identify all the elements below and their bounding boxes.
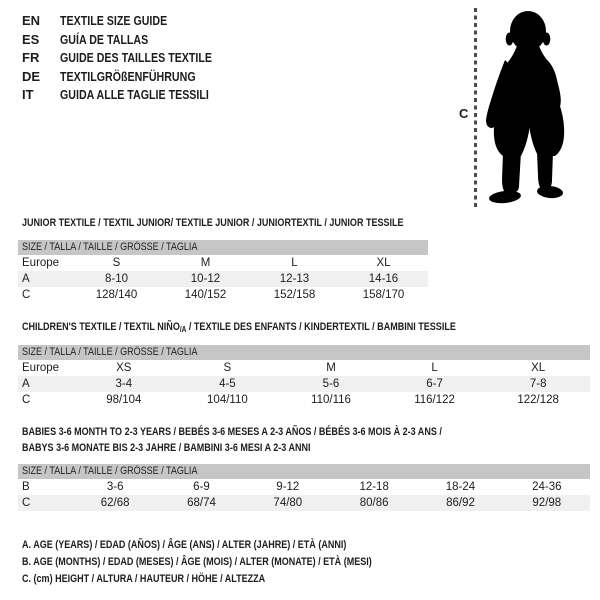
size-cell: S	[112, 257, 121, 269]
height-cell: 158/170	[362, 289, 405, 301]
language-row-de	[22, 68, 245, 87]
height-cell: 98/104	[106, 394, 142, 406]
row-label: A	[22, 273, 30, 285]
height-cell: 116/122	[414, 394, 455, 406]
children-table-title	[22, 320, 456, 337]
months-cell: 6-9	[193, 481, 210, 493]
age-cell: 5-6	[322, 378, 340, 390]
baby-silhouette-icon	[483, 8, 587, 208]
size-header-bar	[18, 464, 590, 479]
title-part: CHILDREN'S TEXTILE / TEXTIL NIÑO	[22, 321, 180, 333]
months-cell: 12-18	[359, 481, 389, 493]
junior-textile-section	[18, 216, 428, 304]
children-textile-section	[18, 320, 590, 408]
language-code: ES	[22, 31, 40, 47]
height-cell: 86/92	[446, 497, 475, 509]
size-cell: L	[431, 362, 438, 374]
height-cell: 62/68	[100, 497, 130, 509]
table-row-europe	[18, 255, 428, 271]
size-cell: XL	[376, 257, 391, 269]
note-height-cm	[22, 571, 449, 588]
junior-table-title: JUNIOR TEXTILE / TEXTIL JUNIOR/ TEXTILE JUNIOR / JUNIORTEXTIL / JUNIOR TESSILE	[22, 217, 404, 229]
months-cell: 18-24	[445, 481, 476, 493]
height-cell: 104/110	[207, 394, 248, 406]
row-label: C	[22, 289, 31, 301]
language-row-en	[22, 12, 245, 31]
language-code: EN	[22, 13, 41, 28]
babies-table-title-line2: BABYS 3-6 MONATE BIS 2-3 JAHRE / BAMBINI 3-6 MESI A 2-3 ANNI	[22, 442, 311, 454]
children-size-table	[18, 345, 590, 408]
language-code: FR	[22, 50, 40, 65]
age-cell: 7-8	[529, 378, 547, 390]
size-cell: M	[326, 362, 336, 374]
size-header-label: SIZE / TALLA / TAILLE / GRÖSSE / TAGLIA	[22, 465, 198, 477]
note-age-years	[22, 537, 449, 554]
language-row-es	[22, 31, 245, 50]
language-label: GUIDE DES TAILLES TEXTILE	[60, 50, 213, 65]
babies-textile-section	[18, 425, 590, 511]
height-marker-label: C	[459, 106, 469, 121]
row-label: Europe	[22, 362, 60, 374]
row-label: C	[22, 394, 31, 406]
age-cell: 6-7	[426, 378, 443, 390]
size-header-bar	[18, 345, 590, 360]
months-cell: 3-6	[106, 481, 124, 493]
title-subscript: /A	[179, 325, 187, 334]
note-text: A. AGE (YEARS) / EDAD (AÑOS) / ÂGE (ANS) / ALTER (JAHRE) / ETÀ (ANNI)	[22, 539, 347, 551]
table-row-age	[18, 271, 428, 287]
height-cell: 128/140	[95, 289, 138, 301]
height-cell: 152/158	[273, 289, 316, 301]
age-cell: 14-16	[368, 273, 399, 285]
note-text: B. AGE (MONTHS) / EDAD (MESES) / ÂGE (MOIS) / ALTER (MONATE) / ETÀ (MESI)	[22, 556, 372, 568]
note-age-months	[22, 554, 449, 571]
language-row-it	[22, 86, 245, 105]
size-cell: XL	[531, 362, 546, 374]
size-header-bar	[18, 240, 428, 255]
row-label: A	[22, 378, 30, 390]
age-cell: 8-10	[104, 273, 129, 285]
height-cell: 74/80	[273, 497, 303, 509]
language-label: TEXTILE SIZE GUIDE	[60, 13, 168, 28]
height-cell: 110/116	[311, 394, 351, 406]
size-header-label: SIZE / TALLA / TAILLE / GRÖSSE / TAGLIA	[22, 346, 198, 358]
height-cell: 122/128	[517, 394, 559, 406]
row-label: C	[22, 497, 31, 509]
size-cell: S	[223, 362, 232, 374]
note-text: C. (cm) HEIGHT / ALTURA / HAUTEUR / HÖHE / ALTEZZA	[22, 573, 266, 585]
height-cell: 92/98	[532, 497, 562, 509]
size-header-label: SIZE / TALLA / TAILLE / GRÖSSE / TAGLIA	[22, 241, 198, 253]
row-label: Europe	[22, 257, 60, 269]
language-list	[22, 12, 245, 105]
language-label: GUIDA ALLE TAGLIE TESSILI	[60, 87, 209, 102]
table-row-europe	[18, 360, 590, 376]
legend-notes	[22, 537, 449, 588]
months-cell: 24-36	[532, 481, 562, 493]
months-cell: 9-12	[276, 481, 300, 493]
height-cell: 68/74	[187, 497, 216, 509]
language-label: GUÍA DE TALLAS	[60, 31, 149, 47]
height-cell: 140/152	[184, 289, 227, 301]
language-code: DE	[22, 68, 41, 84]
language-row-fr	[22, 49, 245, 68]
row-label: B	[22, 481, 30, 493]
table-row-height	[18, 392, 590, 408]
table-row-months	[18, 479, 590, 495]
title-part: / TEXTILE DES ENFANTS / KINDERTEXTIL / BAMBINI TESSILE	[186, 321, 456, 333]
junior-size-table	[18, 240, 428, 303]
table-row-age	[18, 376, 590, 392]
babies-size-table	[18, 464, 590, 511]
size-cell: M	[200, 257, 211, 269]
age-cell: 4-5	[219, 378, 236, 390]
language-label: TEXTILGRÖßENFÜHRUNG	[60, 68, 196, 84]
size-cell: XS	[116, 362, 132, 374]
age-cell: 12-13	[279, 273, 310, 285]
height-cell: 80/86	[359, 497, 389, 509]
language-code: IT	[22, 87, 34, 102]
table-row-height	[18, 287, 428, 303]
height-dashed-line	[474, 8, 477, 209]
age-cell: 10-12	[190, 273, 221, 285]
size-cell: L	[291, 257, 298, 269]
table-row-height	[18, 495, 590, 511]
babies-table-title-line1: BABIES 3-6 MONTH TO 2-3 YEARS / BEBÉS 3-6 MESES A 2-3 AÑOS / BÉBÉS 3-6 MOIS À 2-3 ANS /	[22, 426, 442, 438]
age-cell: 3-4	[115, 378, 133, 390]
